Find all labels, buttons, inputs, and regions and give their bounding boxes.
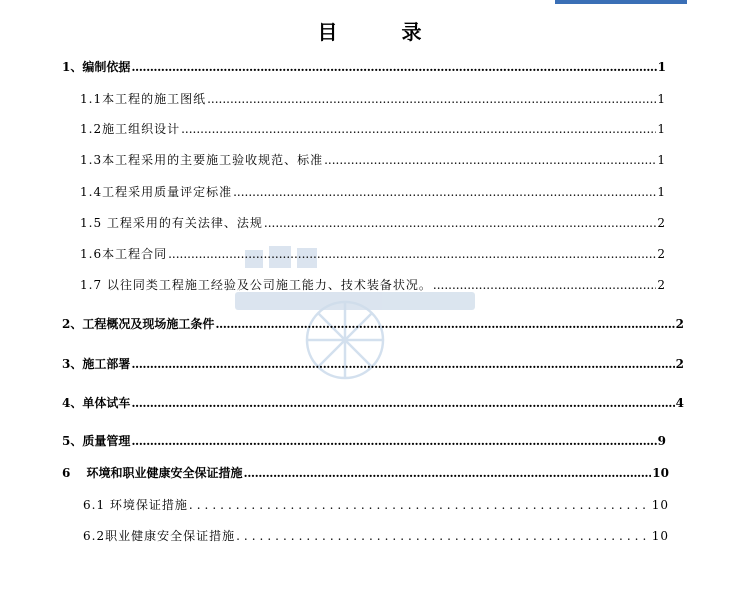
toc-page-number: 1 [657, 185, 666, 199]
toc-entry-label: 5、质量管理 [62, 434, 131, 448]
toc-entry-1-7[interactable] [80, 276, 666, 293]
toc-entry-1[interactable] [62, 58, 666, 75]
toc-entry-4[interactable] [62, 394, 684, 411]
toc-entry-label: 3、施工部署 [62, 357, 131, 371]
toc-leader-dots [181, 122, 656, 136]
toc-entry-label: 1.2施工组织设计 [80, 122, 181, 136]
toc-page-number: 10 [652, 466, 669, 480]
toc-entry-label: 1.4工程采用质量评定标准 [80, 185, 233, 199]
toc-leader-dots [244, 466, 652, 480]
toc-leader-dots [131, 357, 674, 371]
toc-entry-2[interactable] [62, 315, 684, 332]
toc-entry-label: 1.1本工程的施工图纸 [80, 92, 207, 106]
toc-page-number: 1 [657, 122, 666, 136]
toc-entry-label: 1.3本工程采用的主要施工验收规范、标准 [80, 153, 324, 167]
toc-page-number: 10 [651, 498, 669, 512]
toc-entry-label: 6.1 环境保证措施 [83, 498, 188, 512]
toc-leader-dots [168, 247, 656, 261]
toc-page-number: 1 [657, 92, 666, 106]
toc-page-number: 2 [657, 216, 666, 230]
toc-entry-label: 6.2职业健康安全保证措施 [83, 529, 236, 543]
toc-entry-label: 1.6本工程合同 [80, 247, 168, 261]
toc-leader-dots [324, 153, 656, 167]
toc-entry-6-2[interactable] [83, 527, 669, 544]
toc-leader-dots [264, 216, 656, 230]
toc-entry-label: 1.7 以往同类工程施工经验及公司施工能力、技术装备状况。 [80, 278, 432, 292]
toc-entry-label: 4、单体试车 [62, 396, 131, 410]
toc-leader-dots [189, 498, 651, 512]
toc-leader-dots [215, 317, 674, 331]
toc-entry-label: 6 环境和职业健康安全保证措施 [62, 466, 243, 480]
toc-entry-1-2[interactable] [80, 120, 666, 137]
toc-leader-dots [131, 434, 656, 448]
toc-leader-dots [131, 60, 656, 74]
toc-entry-1-6[interactable] [80, 245, 666, 262]
document-title: 目 录 [317, 20, 444, 44]
toc-page-number: 2 [657, 278, 666, 292]
toc-entry-1-4[interactable] [80, 183, 666, 200]
toc-leader-dots [207, 92, 656, 106]
toc-page-number: 1 [657, 153, 666, 167]
toc-page-number: 1 [657, 60, 666, 74]
corner-banner [555, 0, 687, 4]
toc-page-number: 4 [675, 396, 684, 410]
toc-page-number: 2 [675, 317, 684, 331]
toc-page-number: 9 [657, 434, 666, 448]
toc-entry-1-1[interactable] [80, 90, 666, 107]
toc-entry-label: 1.5 工程采用的有关法律、法规 [80, 216, 263, 230]
toc-page-number: 10 [651, 529, 669, 543]
toc-leader-dots [233, 185, 656, 199]
toc-entry-label: 1、编制依据 [62, 60, 131, 74]
toc-leader-dots [433, 278, 656, 292]
toc-page-number: 2 [657, 247, 666, 261]
toc-entry-5[interactable] [62, 432, 666, 449]
toc-entry-3[interactable] [62, 355, 684, 372]
toc-page-number: 2 [675, 357, 684, 371]
toc-entry-1-3[interactable] [80, 151, 666, 168]
toc-entry-6-1[interactable] [83, 496, 669, 513]
toc-leader-dots [131, 396, 674, 410]
toc-entry-1-5[interactable] [80, 214, 666, 231]
toc-leader-dots [236, 529, 651, 543]
toc-entry-label: 2、工程概况及现场施工条件 [62, 317, 215, 331]
toc-entry-6[interactable] [62, 464, 669, 481]
